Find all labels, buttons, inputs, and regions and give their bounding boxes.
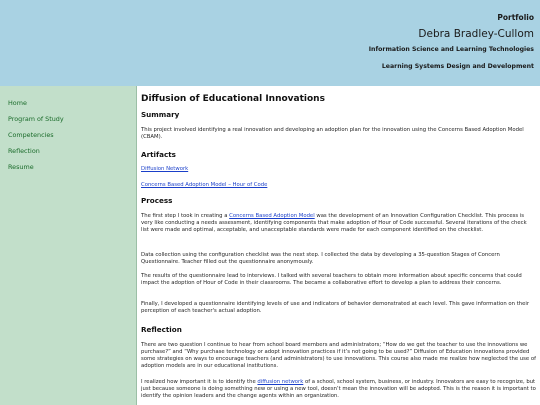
author-name: Debra Bradley-Cullom: [418, 28, 534, 40]
reflection-paragraph-2: I realized how important it is to identify the diffusion network of a school, school system, business, or industry. Innovators are easy to recognize, but just because someone is doing something new or using a new tool, doesn’t mean the innovation will be adopted. This is the reason it is important to identify the opinion leaders and the change agents within an organization.: [141, 379, 536, 399]
sidebar-divider: [136, 86, 137, 405]
sidebar-item-reflection[interactable]: Reflection: [8, 147, 40, 155]
process-paragraph-1: The first step I took in creating a Concerns Based Adoption Model was the development of an Innovation Configuration Checklist. This process is very like conducting a needs assessment, identifying components that make adoption of Hour of Code successful. Several iterations of the check list were made and optimal, acceptable, and unacceptable standards were made for each component identified on the checklist.: [141, 213, 527, 233]
sidebar-item-program-of-study[interactable]: Program of Study: [8, 115, 64, 123]
diffusion-network-inline-link[interactable]: diffusion network: [257, 379, 304, 385]
portfolio-label: Portfolio: [497, 13, 534, 22]
cbam-inline-link[interactable]: Concerns Based Adoption Model: [229, 213, 315, 219]
sidebar-nav: [0, 86, 136, 405]
sidebar-item-resume[interactable]: Resume: [8, 163, 34, 171]
artifact-link-cbam-hour-of-code[interactable]: Concerns Based Adoption Model – Hour of Code: [141, 182, 268, 188]
reflection-heading: Reflection: [141, 325, 182, 334]
site-header: [0, 0, 540, 86]
process-paragraph-4: Finally, I developed a questionnaire identifying levels of use and indicators of behavior demonstrated at each level. This gave information on their perception of each teacher's actual adoption.: [141, 301, 530, 314]
process-paragraph-2: Data collection using the configuration checklist was the next step. I collected the data by developing a 35-question Stages of Concern Questionnaire. Teacher filled out the questionnaire anonymously.: [141, 252, 500, 265]
artifact-link-diffusion-network[interactable]: Diffusion Network: [141, 166, 189, 172]
header-subtitle-program: Information Science and Learning Technologies: [368, 46, 534, 53]
summary-heading: Summary: [141, 110, 180, 119]
reflection-paragraph-1: There are two question I continue to hear from school board members and administrators; “How do we get the teacher to use the innovations we purchase?” and “Why purchase technology or adopt innovation practices if it’s not going to be used?” Diffusion of Education innovations provided some strategies on ways to encourage teachers (and administrators) to use innovations. This course also made me realize how neglected the use of adoption models are in our educational institutions.: [141, 342, 536, 369]
summary-text: This project involved identifying a real innovation and developing an adoption plan for the innovation using the Concerns Based Adoption Model (CBAM).: [141, 127, 524, 140]
artifacts-heading: Artifacts: [141, 150, 176, 159]
sidebar-item-home[interactable]: Home: [8, 99, 27, 107]
main-content: [141, 90, 536, 405]
process-heading: Process: [141, 196, 173, 205]
header-subtitle-track: Learning Systems Design and Development: [381, 63, 534, 70]
page-title: Diffusion of Educational Innovations: [141, 94, 325, 104]
sidebar-item-competencies[interactable]: Competencies: [8, 131, 54, 139]
process-paragraph-3: The results of the questionnaire lead to interviews. I talked with several teachers to obtain more information about specific concerns that could impact the adoption of Hour of Code in their classrooms. The became a collaborative effort to develop a plan to address their concerns.: [141, 273, 522, 286]
